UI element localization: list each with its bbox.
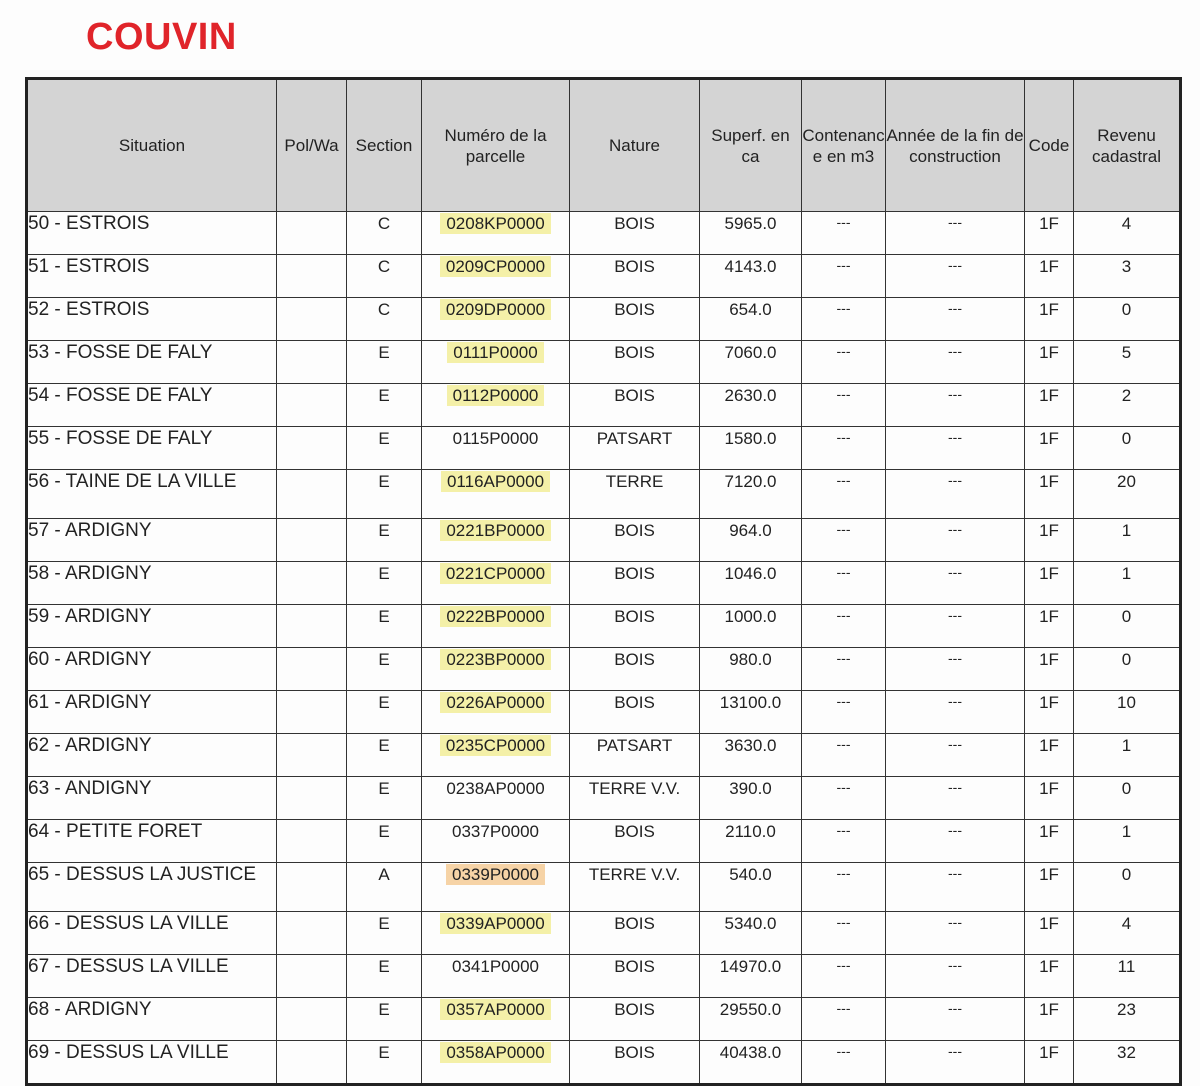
parcel-number: 0115P0000 <box>452 429 539 448</box>
cell-contenance: --- <box>802 912 886 955</box>
cell-code: 1F <box>1025 384 1074 427</box>
cell-parcelle <box>422 1041 570 1085</box>
header-superf: Superf. en ca <box>700 79 802 212</box>
parcel-number: 0357AP0000 <box>440 999 550 1020</box>
cell-parcelle <box>422 384 570 427</box>
cell-annee: --- <box>886 691 1025 734</box>
cell-polwa <box>277 820 347 863</box>
cell-nature: TERRE V.V. <box>570 777 700 820</box>
table-row <box>27 298 1181 341</box>
cell-parcelle <box>422 691 570 734</box>
cell-situation: 64 - PETITE FORET <box>27 820 277 863</box>
cell-section: E <box>347 562 422 605</box>
cell-parcelle <box>422 519 570 562</box>
cell-annee: --- <box>886 777 1025 820</box>
cell-section: E <box>347 1041 422 1085</box>
cell-polwa <box>277 998 347 1041</box>
cell-nature: BOIS <box>570 341 700 384</box>
table-row <box>27 777 1181 820</box>
cell-nature: BOIS <box>570 384 700 427</box>
cell-parcelle <box>422 648 570 691</box>
table-row <box>27 998 1181 1041</box>
cell-annee: --- <box>886 298 1025 341</box>
cell-superf: 29550.0 <box>700 998 802 1041</box>
parcel-number: 0209DP0000 <box>440 299 551 320</box>
cell-superf: 1046.0 <box>700 562 802 605</box>
parcel-number: 0112P0000 <box>447 385 545 406</box>
table-row <box>27 912 1181 955</box>
cell-parcelle <box>422 605 570 648</box>
parcel-number: 0223BP0000 <box>440 649 550 670</box>
cell-parcelle <box>422 863 570 912</box>
cell-nature: BOIS <box>570 255 700 298</box>
cell-parcelle <box>422 255 570 298</box>
cell-nature: BOIS <box>570 605 700 648</box>
table-row <box>27 384 1181 427</box>
cell-code: 1F <box>1025 863 1074 912</box>
cell-superf: 390.0 <box>700 777 802 820</box>
cell-polwa <box>277 777 347 820</box>
cell-situation: 52 - ESTROIS <box>27 298 277 341</box>
cell-annee: --- <box>886 605 1025 648</box>
header-row <box>27 79 1181 212</box>
table-row <box>27 341 1181 384</box>
cell-situation: 53 - FOSSE DE FALY <box>27 341 277 384</box>
header-nature: Nature <box>570 79 700 212</box>
cell-parcelle <box>422 212 570 255</box>
header-section: Section <box>347 79 422 212</box>
cell-situation: 60 - ARDIGNY <box>27 648 277 691</box>
cell-revenu: 4 <box>1074 212 1181 255</box>
header-revenu: Revenu cadastral <box>1074 79 1181 212</box>
header-situation: Situation <box>27 79 277 212</box>
cell-parcelle <box>422 734 570 777</box>
cell-revenu: 10 <box>1074 691 1181 734</box>
cell-contenance: --- <box>802 212 886 255</box>
cell-revenu: 4 <box>1074 912 1181 955</box>
cell-section: C <box>347 298 422 341</box>
cell-revenu: 0 <box>1074 777 1181 820</box>
cell-revenu: 1 <box>1074 820 1181 863</box>
cell-revenu: 0 <box>1074 427 1181 470</box>
cell-section: E <box>347 955 422 998</box>
cell-superf: 7060.0 <box>700 341 802 384</box>
cell-annee: --- <box>886 955 1025 998</box>
cell-revenu: 0 <box>1074 298 1181 341</box>
cell-revenu: 1 <box>1074 562 1181 605</box>
cell-contenance: --- <box>802 470 886 519</box>
cell-nature: BOIS <box>570 519 700 562</box>
cell-code: 1F <box>1025 998 1074 1041</box>
cell-nature: BOIS <box>570 912 700 955</box>
cell-code: 1F <box>1025 562 1074 605</box>
cell-superf: 964.0 <box>700 519 802 562</box>
cell-annee: --- <box>886 1041 1025 1085</box>
cell-annee: --- <box>886 384 1025 427</box>
parcel-number: 0339AP0000 <box>440 913 550 934</box>
cell-revenu: 1 <box>1074 519 1181 562</box>
cell-revenu: 23 <box>1074 998 1181 1041</box>
cell-code: 1F <box>1025 212 1074 255</box>
cell-polwa <box>277 341 347 384</box>
parcel-number: 0208KP0000 <box>440 213 550 234</box>
document-title: COUVIN <box>86 16 237 58</box>
cell-polwa <box>277 734 347 777</box>
cell-nature: BOIS <box>570 955 700 998</box>
cell-parcelle <box>422 912 570 955</box>
cell-parcelle <box>422 998 570 1041</box>
cell-section: E <box>347 777 422 820</box>
cell-revenu: 1 <box>1074 734 1181 777</box>
cell-revenu: 0 <box>1074 605 1181 648</box>
cell-nature: PATSART <box>570 427 700 470</box>
cell-annee: --- <box>886 998 1025 1041</box>
cell-contenance: --- <box>802 734 886 777</box>
cell-annee: --- <box>886 341 1025 384</box>
cell-nature: BOIS <box>570 1041 700 1085</box>
cell-section: E <box>347 820 422 863</box>
cell-superf: 2110.0 <box>700 820 802 863</box>
cell-superf: 540.0 <box>700 863 802 912</box>
cell-code: 1F <box>1025 519 1074 562</box>
cell-situation: 62 - ARDIGNY <box>27 734 277 777</box>
cell-parcelle <box>422 427 570 470</box>
table-row <box>27 734 1181 777</box>
cell-polwa <box>277 298 347 341</box>
cell-code: 1F <box>1025 820 1074 863</box>
table-row <box>27 648 1181 691</box>
cell-section: E <box>347 691 422 734</box>
cell-superf: 14970.0 <box>700 955 802 998</box>
cell-situation: 51 - ESTROIS <box>27 255 277 298</box>
cell-situation: 57 - ARDIGNY <box>27 519 277 562</box>
cell-annee: --- <box>886 562 1025 605</box>
cell-polwa <box>277 955 347 998</box>
cell-contenance: --- <box>802 863 886 912</box>
table-row <box>27 470 1181 519</box>
cell-superf: 1580.0 <box>700 427 802 470</box>
parcel-number: 0226AP0000 <box>440 692 550 713</box>
header-annee: Année de la fin de construction <box>886 79 1025 212</box>
cell-section: E <box>347 384 422 427</box>
cell-code: 1F <box>1025 1041 1074 1085</box>
cell-nature: PATSART <box>570 734 700 777</box>
parcel-number: 0339P0000 <box>446 864 545 885</box>
cell-section: E <box>347 998 422 1041</box>
cell-code: 1F <box>1025 255 1074 298</box>
cell-superf: 5965.0 <box>700 212 802 255</box>
table-row <box>27 255 1181 298</box>
header-polwa: Pol/Wa <box>277 79 347 212</box>
cell-section: A <box>347 863 422 912</box>
cell-section: E <box>347 341 422 384</box>
cell-revenu: 11 <box>1074 955 1181 998</box>
cell-situation: 58 - ARDIGNY <box>27 562 277 605</box>
cell-section: E <box>347 734 422 777</box>
cell-code: 1F <box>1025 777 1074 820</box>
cell-revenu: 0 <box>1074 648 1181 691</box>
table-row <box>27 863 1181 912</box>
cell-polwa <box>277 384 347 427</box>
cell-polwa <box>277 691 347 734</box>
cell-superf: 2630.0 <box>700 384 802 427</box>
cell-code: 1F <box>1025 605 1074 648</box>
cell-parcelle <box>422 820 570 863</box>
cell-contenance: --- <box>802 384 886 427</box>
table-row <box>27 519 1181 562</box>
table-row <box>27 427 1181 470</box>
cell-parcelle <box>422 777 570 820</box>
header-parcelle: Numéro de la parcelle <box>422 79 570 212</box>
cell-parcelle <box>422 298 570 341</box>
cell-polwa <box>277 863 347 912</box>
cell-superf: 654.0 <box>700 298 802 341</box>
cell-contenance: --- <box>802 427 886 470</box>
cell-revenu: 5 <box>1074 341 1181 384</box>
cell-code: 1F <box>1025 691 1074 734</box>
cell-contenance: --- <box>802 341 886 384</box>
parcel-number: 0238AP0000 <box>446 779 545 798</box>
parcel-number: 0235CP0000 <box>440 735 551 756</box>
parcel-number: 0341P0000 <box>452 957 539 976</box>
cell-nature: BOIS <box>570 820 700 863</box>
cell-contenance: --- <box>802 820 886 863</box>
cell-nature: BOIS <box>570 212 700 255</box>
cell-superf: 40438.0 <box>700 1041 802 1085</box>
cell-contenance: --- <box>802 691 886 734</box>
cell-polwa <box>277 1041 347 1085</box>
cell-contenance: --- <box>802 519 886 562</box>
cell-contenance: --- <box>802 777 886 820</box>
cell-situation: 55 - FOSSE DE FALY <box>27 427 277 470</box>
cell-superf: 13100.0 <box>700 691 802 734</box>
cell-annee: --- <box>886 519 1025 562</box>
cell-annee: --- <box>886 820 1025 863</box>
cell-section: E <box>347 912 422 955</box>
cell-polwa <box>277 912 347 955</box>
cell-superf: 7120.0 <box>700 470 802 519</box>
cell-situation: 56 - TAINE DE LA VILLE <box>27 470 277 519</box>
cell-situation: 65 - DESSUS LA JUSTICE <box>27 863 277 912</box>
cell-section: C <box>347 212 422 255</box>
cell-contenance: --- <box>802 998 886 1041</box>
cell-code: 1F <box>1025 427 1074 470</box>
cell-section: E <box>347 605 422 648</box>
parcel-number: 0221BP0000 <box>440 520 550 541</box>
cell-polwa <box>277 648 347 691</box>
cell-section: E <box>347 519 422 562</box>
cell-annee: --- <box>886 734 1025 777</box>
cell-annee: --- <box>886 648 1025 691</box>
cell-polwa <box>277 212 347 255</box>
cell-nature: BOIS <box>570 691 700 734</box>
cell-section: E <box>347 648 422 691</box>
table-row <box>27 955 1181 998</box>
cell-nature: BOIS <box>570 562 700 605</box>
cell-situation: 50 - ESTROIS <box>27 212 277 255</box>
cell-annee: --- <box>886 912 1025 955</box>
cell-superf: 5340.0 <box>700 912 802 955</box>
table-row <box>27 562 1181 605</box>
cell-polwa <box>277 470 347 519</box>
parcel-number: 0209CP0000 <box>440 256 551 277</box>
cell-revenu: 3 <box>1074 255 1181 298</box>
cell-situation: 69 - DESSUS LA VILLE <box>27 1041 277 1085</box>
cell-polwa <box>277 562 347 605</box>
parcel-number: 0337P0000 <box>452 822 539 841</box>
cell-parcelle <box>422 955 570 998</box>
cell-nature: BOIS <box>570 998 700 1041</box>
cell-section: E <box>347 427 422 470</box>
cell-situation: 61 - ARDIGNY <box>27 691 277 734</box>
cell-annee: --- <box>886 212 1025 255</box>
cell-annee: --- <box>886 470 1025 519</box>
cell-code: 1F <box>1025 298 1074 341</box>
cell-contenance: --- <box>802 605 886 648</box>
cell-situation: 63 - ANDIGNY <box>27 777 277 820</box>
cell-situation: 68 - ARDIGNY <box>27 998 277 1041</box>
cell-revenu: 20 <box>1074 470 1181 519</box>
cell-annee: --- <box>886 863 1025 912</box>
cell-annee: --- <box>886 427 1025 470</box>
cell-code: 1F <box>1025 912 1074 955</box>
table-row <box>27 820 1181 863</box>
cell-section: E <box>347 470 422 519</box>
cell-code: 1F <box>1025 341 1074 384</box>
cell-polwa <box>277 519 347 562</box>
cell-revenu: 32 <box>1074 1041 1181 1085</box>
header-code: Code <box>1025 79 1074 212</box>
cell-contenance: --- <box>802 955 886 998</box>
cell-situation: 67 - DESSUS LA VILLE <box>27 955 277 998</box>
cell-parcelle <box>422 562 570 605</box>
parcel-number: 0116AP0000 <box>441 471 550 492</box>
cell-polwa <box>277 427 347 470</box>
cell-contenance: --- <box>802 562 886 605</box>
cell-code: 1F <box>1025 648 1074 691</box>
cell-contenance: --- <box>802 648 886 691</box>
cell-superf: 1000.0 <box>700 605 802 648</box>
cell-section: C <box>347 255 422 298</box>
cell-contenance: --- <box>802 1041 886 1085</box>
table-row <box>27 1041 1181 1085</box>
cell-parcelle <box>422 341 570 384</box>
cell-situation: 54 - FOSSE DE FALY <box>27 384 277 427</box>
table-row <box>27 605 1181 648</box>
cell-revenu: 0 <box>1074 863 1181 912</box>
cell-nature: TERRE V.V. <box>570 863 700 912</box>
parcel-number: 0358AP0000 <box>440 1042 550 1063</box>
parcel-number: 0221CP0000 <box>440 563 551 584</box>
header-contenance: Contenance en m3 <box>802 79 886 212</box>
cell-code: 1F <box>1025 734 1074 777</box>
cell-contenance: --- <box>802 298 886 341</box>
cell-code: 1F <box>1025 470 1074 519</box>
cell-code: 1F <box>1025 955 1074 998</box>
cell-nature: TERRE <box>570 470 700 519</box>
cell-superf: 4143.0 <box>700 255 802 298</box>
cell-parcelle <box>422 470 570 519</box>
cell-revenu: 2 <box>1074 384 1181 427</box>
table-row <box>27 691 1181 734</box>
table-row <box>27 212 1181 255</box>
cell-polwa <box>277 255 347 298</box>
parcel-number: 0222BP0000 <box>440 606 550 627</box>
parcel-table <box>25 77 1182 1086</box>
cell-polwa <box>277 605 347 648</box>
cell-nature: BOIS <box>570 648 700 691</box>
cell-contenance: --- <box>802 255 886 298</box>
cell-annee: --- <box>886 255 1025 298</box>
cell-nature: BOIS <box>570 298 700 341</box>
parcel-number: 0111P0000 <box>447 342 543 363</box>
cell-situation: 66 - DESSUS LA VILLE <box>27 912 277 955</box>
cell-situation: 59 - ARDIGNY <box>27 605 277 648</box>
cell-superf: 3630.0 <box>700 734 802 777</box>
cell-superf: 980.0 <box>700 648 802 691</box>
